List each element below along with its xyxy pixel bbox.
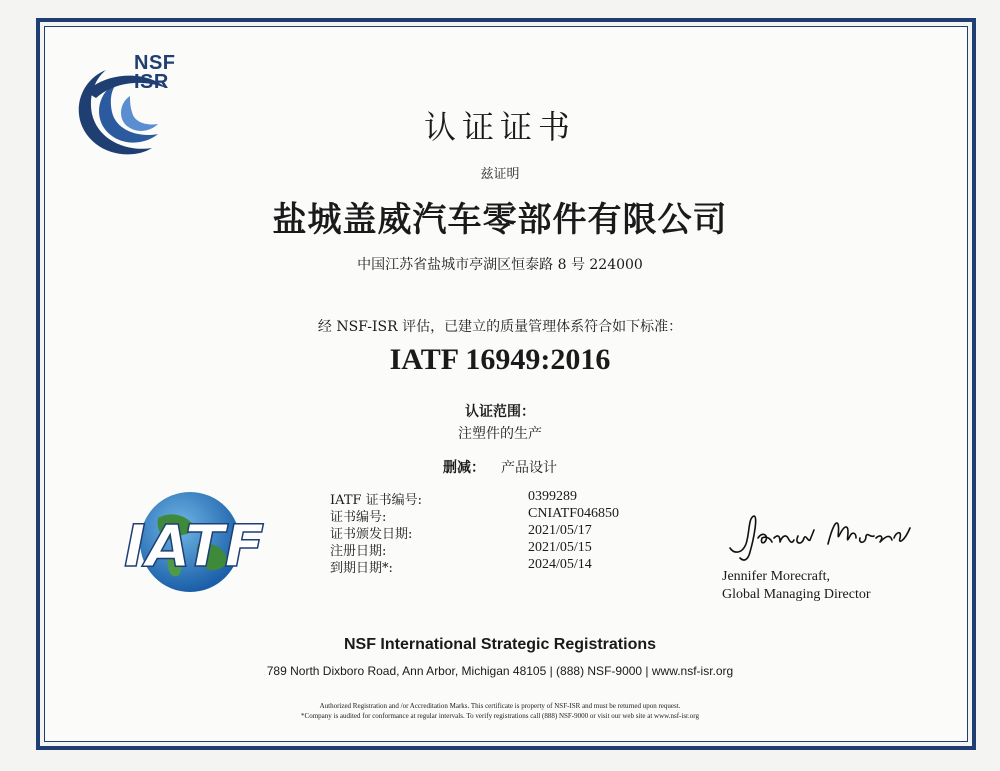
- fine-print-line-1: Authorized Registration and /or Accreditation Marks. This certificate is property of NSF-ISR and must be returned upon request.: [319, 702, 681, 710]
- logo-text-nsf: NSF: [134, 52, 176, 74]
- organization-address: 789 North Dixboro Road, Ann Arbor, Michigan 48105 | (888) NSF-9000 | www.nsf-isr.org: [266, 664, 734, 678]
- organization-name: NSF International Strategic Registrations: [343, 636, 657, 653]
- logo-text-isr: ISR: [134, 71, 169, 93]
- exclusion-line: [0, 457, 1000, 477]
- iatf-globe-icon: [118, 488, 265, 598]
- certificate-title: 认证证书: [423, 108, 576, 146]
- iatf-logo: [118, 488, 265, 598]
- exclusion-label: 删减：: [443, 460, 485, 476]
- detail-label: 证书编号:: [330, 510, 387, 525]
- company-address: 中国江苏省盐城市亭湖区恒泰路 8 号 224000: [357, 257, 643, 273]
- signer-block: [722, 568, 871, 604]
- signature-mark: [724, 508, 914, 564]
- signer-title: Global Managing Director: [722, 587, 871, 602]
- company-name: 盐城盖威汽车零部件有限公司: [272, 200, 728, 240]
- detail-row-expiry-date: [330, 557, 690, 574]
- detail-row-iatf-number: [330, 489, 690, 506]
- detail-row-issue-date: [330, 523, 690, 540]
- detail-value: 2021/05/17: [528, 523, 592, 538]
- signer-name: Jennifer Morecraft,: [722, 569, 831, 584]
- iatf-logo-text: IATF: [124, 512, 265, 580]
- standard-name: IATF 16949:2016: [389, 343, 611, 376]
- detail-row-registration-date: [330, 540, 690, 557]
- detail-label: 证书颁发日期:: [330, 527, 413, 542]
- detail-label: 注册日期:: [330, 544, 387, 559]
- assessed-statement: 经 NSF-ISR 评估，已建立的质量管理体系符合如下标准：: [317, 319, 683, 335]
- detail-label: 到期日期*:: [330, 561, 393, 576]
- detail-value: 2024/05/14: [528, 557, 592, 572]
- detail-label: IATF 证书编号:: [330, 493, 423, 508]
- detail-value: CNIATF046850: [528, 506, 620, 521]
- detail-value: 2021/05/15: [528, 540, 592, 555]
- certificate-details: [330, 489, 690, 574]
- certify-text: 兹证明: [480, 167, 520, 182]
- exclusion-value: 产品设计: [501, 460, 557, 476]
- detail-row-certificate-number: [330, 506, 690, 523]
- scope-value: 注塑件的生产: [458, 426, 542, 442]
- detail-value: 0399289: [528, 489, 577, 504]
- scope-label: 认证范围：: [465, 404, 535, 420]
- handwritten-signature: [724, 508, 914, 564]
- fine-print-line-2: *Company is audited for conformance at regular intervals. To verify registrations call (888) NSF-9000 or visit our web site at www.nsf-isr.org: [301, 712, 699, 720]
